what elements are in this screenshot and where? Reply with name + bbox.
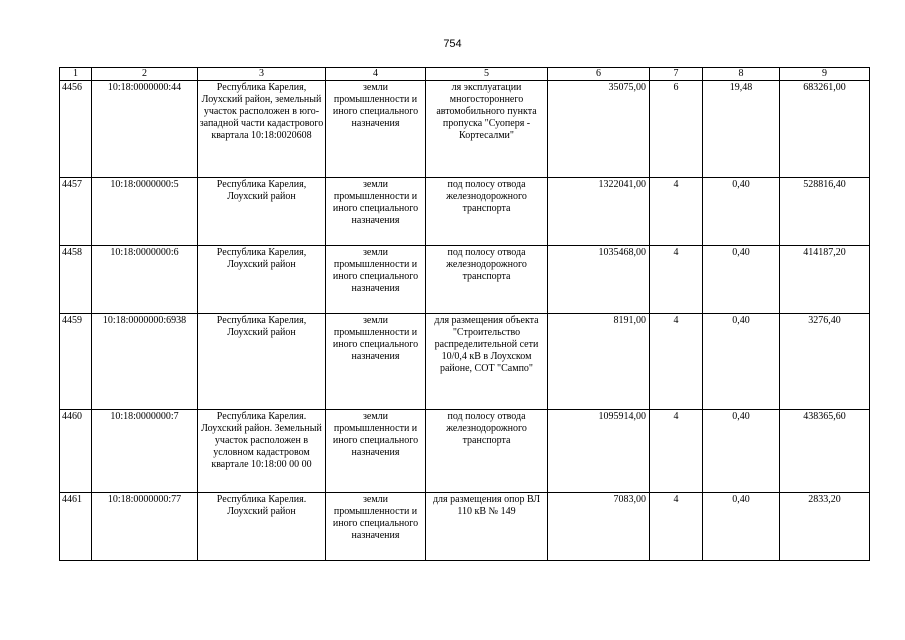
table-row (60, 410, 870, 493)
table-row (60, 178, 870, 246)
category-cell: земли промышленности и иного специального назначения (326, 178, 426, 246)
location-cell: Республика Карелия. Лоухский район. Земельный участок расположен в условном кадастровом квартале 10:18:00 00 00 (198, 410, 326, 493)
land-plots-table (59, 67, 870, 561)
cadastral-number: 10:18:0000000:6938 (92, 314, 198, 410)
location-cell: Республика Карелия, Лоухский район (198, 314, 326, 410)
group-cell: 4 (650, 178, 703, 246)
location-cell: Республика Карелия, Лоухский район, земельный участок расположен в юго-западной части кадастрового квартала 10:18:0020608 (198, 81, 326, 178)
column-header: 6 (548, 68, 650, 81)
category-cell: земли промышленности и иного специального назначения (326, 246, 426, 314)
column-header: 9 (780, 68, 870, 81)
rate-cell: 0,40 (703, 410, 780, 493)
group-cell: 4 (650, 410, 703, 493)
column-header: 5 (426, 68, 548, 81)
value-cell: 8191,00 (548, 314, 650, 410)
value-cell: 1322041,00 (548, 178, 650, 246)
use-cell: для размещения опор ВЛ 110 кВ № 149 (426, 493, 548, 561)
group-cell: 4 (650, 493, 703, 561)
row-number: 4460 (60, 410, 92, 493)
total-cell: 2833,20 (780, 493, 870, 561)
row-number: 4456 (60, 81, 92, 178)
table-row (60, 246, 870, 314)
table-row (60, 493, 870, 561)
row-number: 4461 (60, 493, 92, 561)
category-cell: земли промышленности и иного специального назначения (326, 314, 426, 410)
column-header: 8 (703, 68, 780, 81)
total-cell: 528816,40 (780, 178, 870, 246)
column-header: 1 (60, 68, 92, 81)
column-header: 7 (650, 68, 703, 81)
use-cell: под полосу отвода железнодорожного транспорта (426, 410, 548, 493)
row-number: 4458 (60, 246, 92, 314)
total-cell: 438365,60 (780, 410, 870, 493)
category-cell: земли промышленности и иного специального назначения (326, 410, 426, 493)
table-row (60, 81, 870, 178)
page-number: 754 (443, 38, 462, 50)
total-cell: 3276,40 (780, 314, 870, 410)
table-row (60, 314, 870, 410)
cadastral-number: 10:18:0000000:5 (92, 178, 198, 246)
column-header: 4 (326, 68, 426, 81)
group-cell: 6 (650, 81, 703, 178)
column-header: 2 (92, 68, 198, 81)
value-cell: 35075,00 (548, 81, 650, 178)
use-cell: под полосу отвода железнодорожного транспорта (426, 178, 548, 246)
use-cell: под полосу отвода железнодорожного транспорта (426, 246, 548, 314)
rate-cell: 0,40 (703, 178, 780, 246)
use-cell: ля эксплуатации многостороннего автомобильного пункта пропуска "Суоперя - Кортесалми" (426, 81, 548, 178)
header-row (60, 68, 870, 81)
rate-cell: 0,40 (703, 314, 780, 410)
rate-cell: 0,40 (703, 246, 780, 314)
row-number: 4459 (60, 314, 92, 410)
cadastral-number: 10:18:0000000:6 (92, 246, 198, 314)
location-cell: Республика Карелия, Лоухский район (198, 178, 326, 246)
group-cell: 4 (650, 314, 703, 410)
row-number: 4457 (60, 178, 92, 246)
column-header: 3 (198, 68, 326, 81)
rate-cell: 0,40 (703, 493, 780, 561)
category-cell: земли промышленности и иного специального назначения (326, 81, 426, 178)
cadastral-number: 10:18:0000000:77 (92, 493, 198, 561)
group-cell: 4 (650, 246, 703, 314)
value-cell: 1035468,00 (548, 246, 650, 314)
category-cell: земли промышленности и иного специального назначения (326, 493, 426, 561)
location-cell: Республика Карелия, Лоухский район (198, 246, 326, 314)
rate-cell: 19,48 (703, 81, 780, 178)
value-cell: 1095914,00 (548, 410, 650, 493)
total-cell: 683261,00 (780, 81, 870, 178)
use-cell: для размещения объекта "Строительство распределительной сети 10/0,4 кВ в Лоухском районе, СОТ "Сампо" (426, 314, 548, 410)
cadastral-number: 10:18:0000000:7 (92, 410, 198, 493)
total-cell: 414187,20 (780, 246, 870, 314)
location-cell: Республика Карелия. Лоухский район (198, 493, 326, 561)
value-cell: 7083,00 (548, 493, 650, 561)
cadastral-number: 10:18:0000000:44 (92, 81, 198, 178)
